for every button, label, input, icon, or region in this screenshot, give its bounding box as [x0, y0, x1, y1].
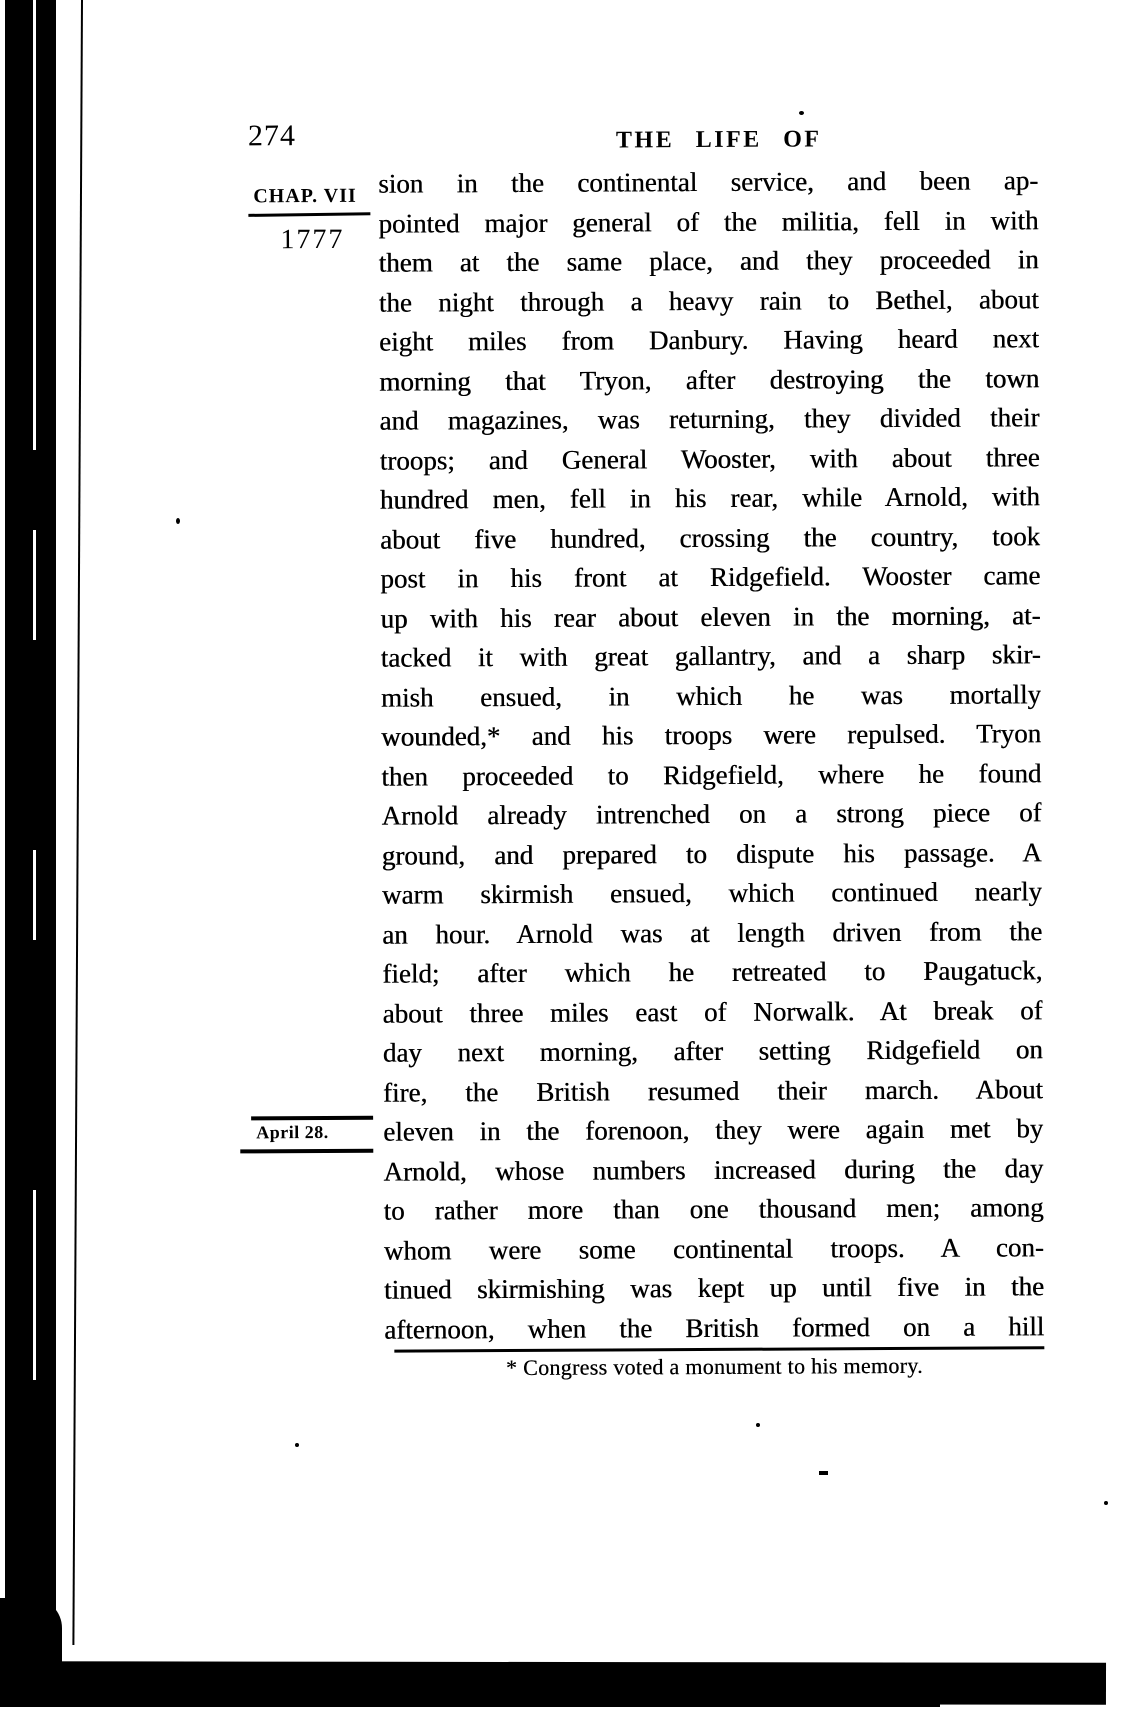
body-line: pointed major general of the militia, fell in with	[378, 204, 1039, 239]
body-line: tinued skirmishing was kept up until five in the	[383, 1271, 1045, 1305]
body-line: up with his rear about eleven in the morning, at-	[380, 599, 1041, 634]
running-head: THE LIFE OF	[615, 126, 822, 154]
body-line: whom were some continental troops. A con-	[383, 1231, 1044, 1266]
body-line: wounded,* and his troops were repulsed. Tryon	[381, 718, 1042, 752]
body-line: ground, and prepared to dispute his passage. A	[381, 836, 1042, 871]
body-line: about three miles east of Norwalk. At break of	[382, 994, 1043, 1029]
margin-note-year: 1777	[280, 223, 345, 256]
body-line: day next morning, after setting Ridgefield on	[382, 1034, 1043, 1068]
body-line: mish ensued, in which he was mortally	[380, 678, 1041, 713]
body-line: field; after which he retreated to Paugatuck,	[382, 955, 1043, 989]
body-line: an hour. Arnold was at length driven from the	[382, 915, 1043, 950]
body-line: and magazines, was returning, they divided their	[379, 402, 1040, 436]
page-number: 274	[247, 119, 297, 153]
body-line: to rather more than one thousand men; among	[383, 1192, 1044, 1226]
body-line: the night through a heavy rain to Bethel, about	[378, 283, 1039, 318]
body-line: fire, the British resumed their march. About	[382, 1073, 1044, 1108]
body-line: afternoon, when the British formed on a hill	[384, 1310, 1045, 1345]
margin-note-date: April 28.	[256, 1121, 329, 1143]
body-line: eight miles from Danbury. Having heard next	[378, 323, 1040, 357]
body-line: troops; and General Wooster, with about three	[379, 441, 1040, 476]
body-line: post in his front at Ridgefield. Wooster came	[380, 560, 1041, 594]
body-line: about five hundred, crossing the country, took	[380, 520, 1041, 555]
body-line: then proceeded to Ridgefield, where he found	[381, 757, 1042, 792]
body-line: them at the same place, and they proceeded in	[378, 244, 1039, 278]
body-line: warm skirmish ensued, which continued nearly	[381, 876, 1043, 910]
margin-rule	[251, 1116, 373, 1120]
margin-note-chapter: CHAP. VII	[253, 184, 357, 208]
margin-rule	[240, 1149, 373, 1153]
body-line: morning that Tryon, after destroying the town	[379, 362, 1040, 397]
body-line: Arnold already intrenched on a strong piece of	[381, 797, 1042, 831]
body-line: eleven in the forenoon, they were again met by	[383, 1113, 1044, 1147]
body-line: hundred men, fell in his rear, while Arnold, with	[379, 481, 1040, 515]
margin-rule	[248, 212, 370, 217]
body-text	[378, 161, 1044, 1349]
body-line: tacked it with great gallantry, and a sharp skir-	[380, 639, 1041, 673]
footnote: * Congress voted a monument to his memory.	[505, 1352, 923, 1381]
body-line: Arnold, whose numbers increased during the day	[383, 1152, 1044, 1187]
body-line: sion in the continental service, and been ap-	[378, 165, 1039, 199]
